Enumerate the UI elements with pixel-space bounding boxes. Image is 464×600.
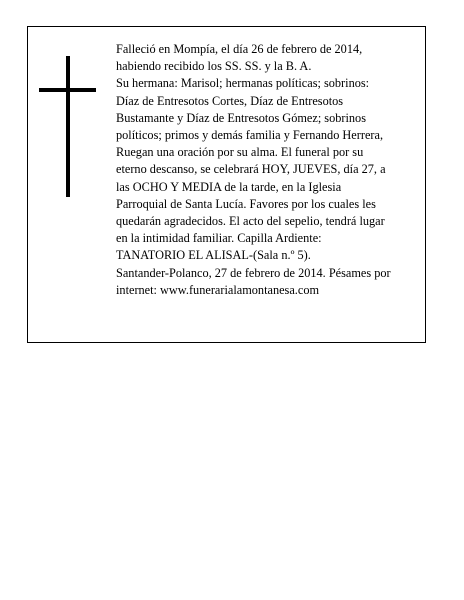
- cross-vertical-bar: [66, 56, 70, 197]
- cross-horizontal-bar: [39, 88, 96, 92]
- latin-cross-icon: [39, 56, 95, 197]
- obituary-notice: [27, 26, 426, 343]
- obituary-text: Falleció en Mompía, el día 26 de febrero de 2014, habiendo recibido los SS. SS. y la B. A. Su hermana: Marisol; hermanas políticas; sobrinos: Díaz de Entresotos Cortes, Díaz de Entresotos Bustamante y Díaz de Entresotos Gómez; sobrinos políticos; primos y demás familia y Fernando Herrera, Ruegan una oración por su alma. El funeral por su eterno descanso, se celebrará HOY, JUEVES, día 27, a las OCHO Y MEDIA de la tarde, en la Iglesia Parroquial de Santa Lucía. Favores por los cuales les quedarán agradecidos. El acto del sepelio, tendrá lugar en la intimidad familiar. Capilla Ardiente: TANATORIO EL ALISAL-(Sala n.º 5). Santander-Polanco, 27 de febrero de 2014. Pésames por internet: www.funerarialamontanesa.com: [116, 42, 391, 297]
